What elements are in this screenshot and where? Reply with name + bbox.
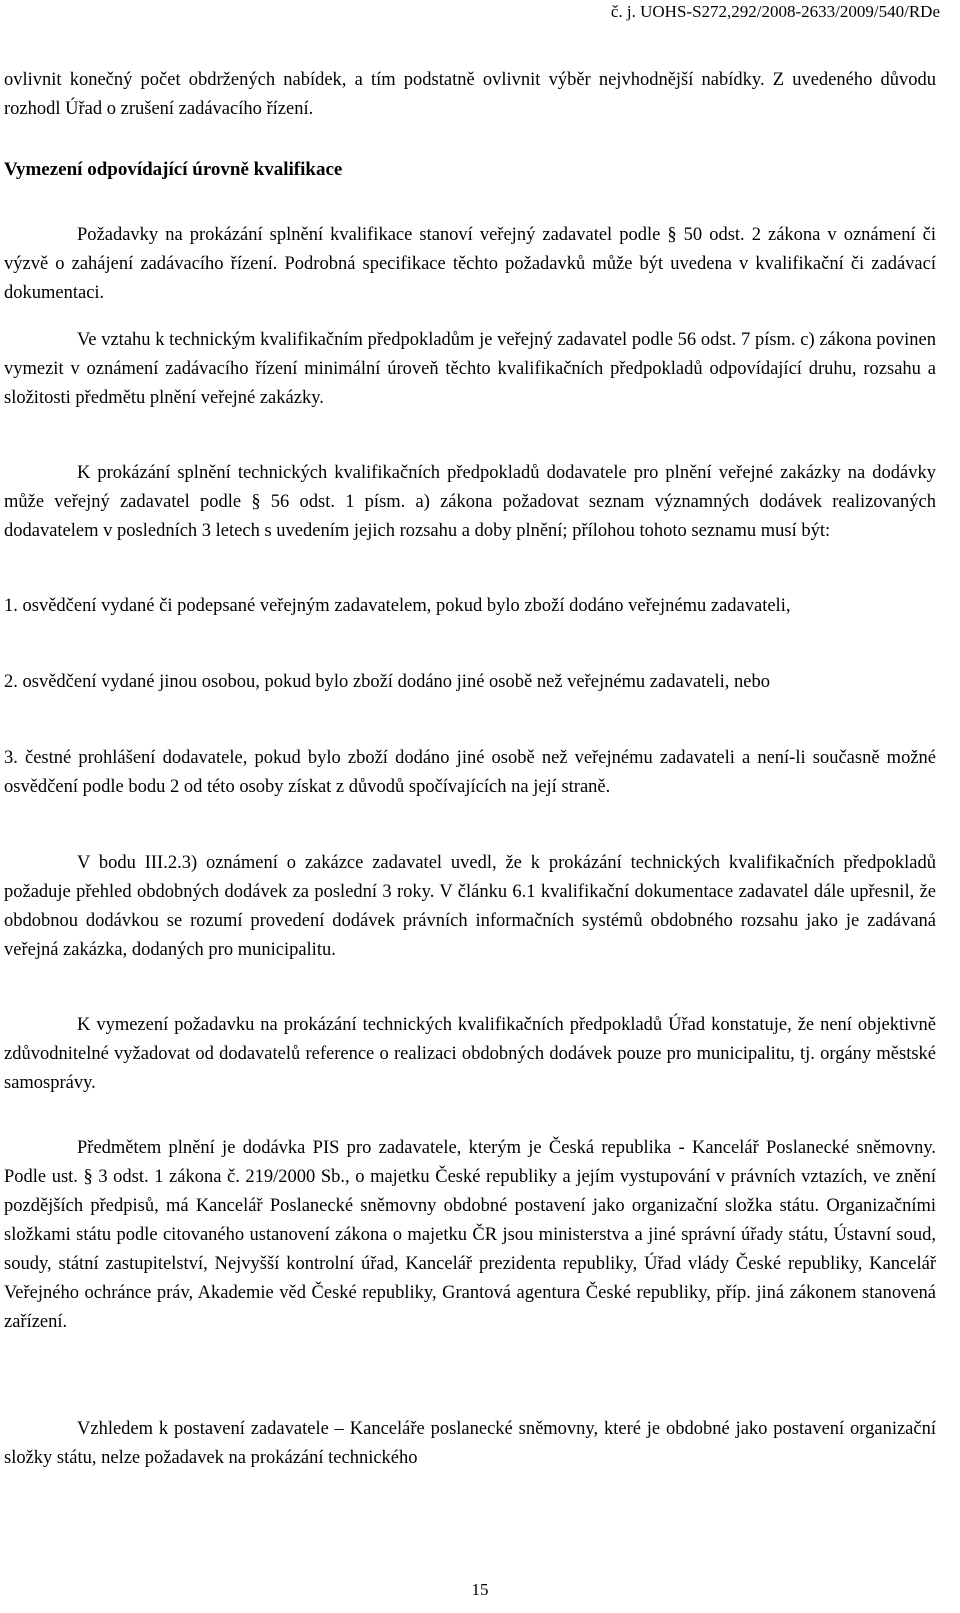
section-heading: Vymezení odpovídající úrovně kvalifikace [4,159,343,180]
document-reference: č. j. UOHS-S272,292/2008-2633/2009/540/RDe [610,2,940,21]
paragraph-contract-notice: V bodu III.2.3) oznámení o zakázce zadavatel uvedl, že k prokázání technických kvalifikačních předpokladů požaduje přehled obdobných dodávek za poslední 3 roky. V článku 6.1 kvalifikační dokumentace zadavatel dále upřesnil, že obdobnou dodávkou se rozumí provedení dodávek právních informačních systémů obdobného rozsahu jako je zadávaná veřejná zakázka, dodaných pro municipalitu. [4,853,936,960]
paragraph-technical-prerequisites: Ve vztahu k technickým kvalifikačním předpokladům je veřejný zadavatel podle 56 odst. 7 písm. c) zákona povinen vymezit v oznámení zadávacího řízení minimální úroveň těchto kvalifikačních předpokladů odpovídající druhu, rozsahu a složitosti předmětu plnění veřejné zakázky. [4,330,936,408]
paragraph-supply-list: K prokázání splnění technických kvalifikačních předpokladů dodavatele pro plnění veřejné zakázky na dodávky může veřejný zadavatel podle § 56 odst. 1 písm. a) zákona požadovat seznam významných dodávek realizovaných dodavatelem v posledních 3 letech s uvedením jejich rozsahu a doby plnění; přílohou tohoto seznamu musí být: [4,463,936,541]
paragraph-continuation: ovlivnit konečný počet obdržených nabídek, a tím podstatně ovlivnit výběr nejvhodnější nabídky. Z uvedeného důvodu rozhodl Úřad o zrušení zadávacího řízení. [4,70,936,119]
paragraph-subject-of-performance: Předmětem plnění je dodávka PIS pro zadavatele, kterým je Česká republika - Kancelář Poslanecké sněmovny. Podle ust. § 3 odst. 1 zákona č. 219/2000 Sb., o majetku České republiky a jejím vystupování v právních vztazích, ve znění pozdějších předpisů, má Kancelář Poslanecké sněmovny obdobné postavení jako organizační složka státu. Organizačními složkami státu podle citovaného ustanovení zákona o majetku ČR jsou ministerstva a jiné správní úřady státu, Ústavní soud, soudy, státní zastupitelství, Nejvyšší kontrolní úřad, Kancelář prezidenta republiky, Úřad vlády České republiky, Kancelář Veřejného ochránce práv, Akademie věd České republiky, Grantová agentura České republiky, příp. jiná zákonem stanovená zařízení. [4,1138,936,1332]
paragraph-qualification-requirements: Požadavky na prokázání splnění kvalifikace stanoví veřejný zadavatel podle § 50 odst. 2 zákona v oznámení či výzvě o zahájení zadávacího řízení. Podrobná specifikace těchto požadavků může být uvedena v kvalifikační či zadávací dokumentaci. [4,225,936,303]
list-item-1: 1. osvědčení vydané či podepsané veřejným zadavatelem, pokud bylo zboží dodáno veřejnému zadavateli, [4,596,791,616]
paragraph-office-statement: K vymezení požadavku na prokázání technických kvalifikačních předpokladů Úřad konstatuje, že není objektivně zdůvodnitelné vyžadovat od dodavatelů reference o realizaci obdobných dodávek pouze pro municipalitu, tj. orgány městské samosprávy. [4,1015,936,1093]
paragraph-conclusion: Vzhledem k postavení zadavatele – Kanceláře poslanecké sněmovny, které je obdobné jako postavení organizační složky státu, nelze požadavek na prokázání technického [4,1419,936,1468]
list-item-3: 3. čestné prohlášení dodavatele, pokud bylo zboží dodáno jiné osobě než veřejnému zadavateli a není-li současně možné osvědčení podle bodu 2 od této osoby získat z důvodů spočívajících na její straně. [4,748,936,797]
list-item-2: 2. osvědčení vydané jinou osobou, pokud bylo zboží dodáno jiné osobě než veřejnému zadavateli, nebo [4,672,770,692]
page-number: 15 [471,1580,489,1599]
